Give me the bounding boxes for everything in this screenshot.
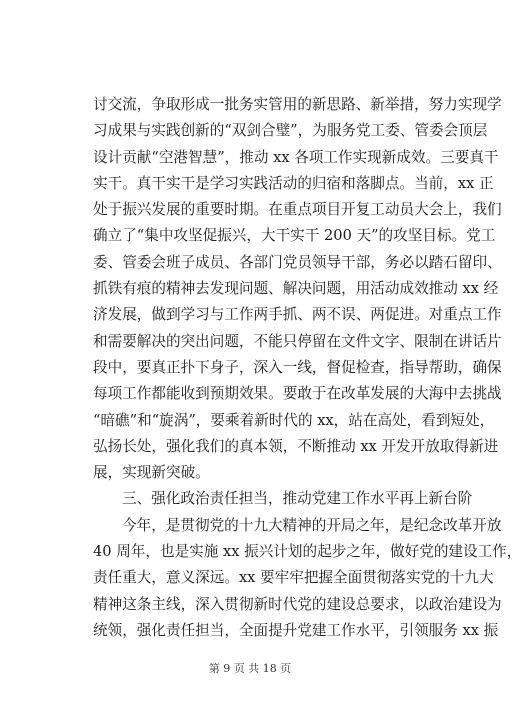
text-line: 确立了“集中攻坚促振兴，大干实干 200 天”的攻坚目标。党工 (93, 227, 496, 245)
text-line: 讨交流，争取形成一批务实管用的新思路、新举措，努力实现学 (93, 96, 502, 113)
text-line: 抓铁有痕的精神去发现问题、解决问题，用活动成效推动 xx 经 (93, 280, 499, 298)
text-line: 责任重大，意义深远。xx 要牢牢把握全面贯彻落实党的十九大 (93, 569, 494, 587)
text-line: 精神这条主线，深入贯彻新时代党的建设总要求，以政治建设为 (93, 595, 502, 613)
text-line: 统领，强化责任担当，全面提升党建工作水平，引领服务 xx 振 (93, 621, 499, 639)
text-line: 委、管委会班子成员、各部门党员领导干部，务必以踏石留印、 (93, 253, 502, 271)
page-footer: 第 9 页 共 18 页 (208, 662, 292, 675)
text-line: 实干。真干实干是学习实践活动的归宿和落脚点。当前，xx 正 (93, 174, 494, 192)
text-line: 40 周年，也是实施 xx 振兴计划的起步之年，做好党的建设工作， (93, 543, 521, 561)
body-text (93, 92, 521, 644)
text-line: 段中，要真正扑下身子，深入一线，督促检查，指导帮助，确保 (93, 358, 502, 376)
text-line: 和需要解决的突出问题，不能只停留在文件文字、限制在讲话片 (93, 332, 502, 350)
text-line: 弘扬长处，强化我们的真本领，不断推动 xx 开发开放取得新进 (93, 437, 499, 455)
text-line: 展，实现新突破。 (93, 464, 210, 482)
text-line: 设计贡献“空港智慧”，推动 xx 各项工作实现新成效。三要真干 (93, 148, 499, 166)
text-line: 处于振兴发展的重要时期。在重点项目开复工动员大会上，我们 (93, 201, 502, 219)
text-line: 每项工作都能收到预期效果。要敢于在改革发展的大海中去挑战 (93, 385, 502, 403)
text-line: 三、强化政治责任担当，推动党建工作水平再上新台阶 (122, 490, 473, 508)
text-line: 习成果与实践创新的“双剑合璧”，为服务党工委、管委会顶层 (93, 122, 488, 140)
text-line: 今年，是贯彻党的十九大精神的开局之年，是纪念改革开放 (122, 516, 502, 534)
text-line: “暗礁”和“旋涡”，要乘着新时代的 xx，站在高处，看到短处， (93, 411, 495, 429)
text-line: 济发展，做到学习与工作两手抓、两不误、两促进。对重点工作 (93, 306, 502, 324)
